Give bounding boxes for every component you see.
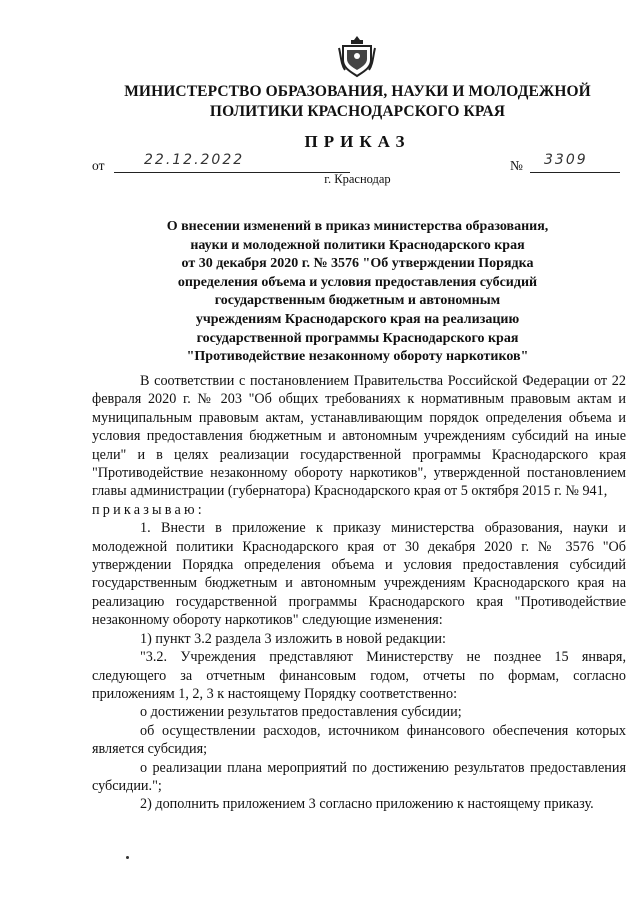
subitem-2-paragraph: 2) дополнить приложением 3 согласно приложению к настоящему приказу.: [140, 796, 594, 813]
krasnodar-coat-of-arms-icon: [337, 34, 377, 78]
scan-speck: [126, 856, 129, 859]
date-prefix: от: [92, 158, 105, 173]
ministry-line-1: МИНИСТЕРСТВО ОБРАЗОВАНИЯ, НАУКИ И МОЛОДЕЖНОЙ: [124, 83, 591, 100]
ministry-name: [110, 82, 605, 122]
subject-line: государственным бюджетным и автономным: [214, 293, 501, 309]
list-item: об осуществлении расходов, источником финансового обеспечения которых является субсидия;: [92, 722, 626, 758]
order-date: 22.12.2022: [144, 152, 245, 168]
item-1-paragraph: 1. Внести в приложение к приказу министерства образования, науки и молодежной политики Краснодарского края от 30 декабря 2020 г. № 3576 "Об утверждении Порядка определения объема и условия предоставления субсидий государственным бюджетным и автономным учреждениям Краснодарского края на реализацию государственной программы Краснодарского края "Противодействие незаконному обороту наркотиков" следующие изменения:: [92, 520, 626, 629]
command-word: приказываю:: [92, 501, 205, 518]
subject-line: О внесении изменений в приказ министерства образования,: [166, 219, 549, 234]
subject-line: "Противодействие незаконному обороту наркотиков": [186, 349, 529, 365]
subitem-1-paragraph: 1) пункт 3.2 раздела 3 изложить в новой редакции:: [140, 630, 446, 647]
subject-line: науки и молодежной политики Краснодарского края: [190, 237, 525, 253]
preamble-paragraph: В соответствии с постановлением Правительства Российской Федерации от 22 февраля 2020 г. № 203 "Об общих требованиях к нормативным правовым актам и муниципальным правовым актам, устанавливающим порядок определения объема и условия предоставления бюджетным и автономным учреждениям субсидий на иные цели" и в целях реализации государственной программы Краснодарского края "Противодействие незаконному обороту наркотиков", утвержденной постановлением главы администрации (губернатора) Краснодарского края от 5 октября 2015 г. № 941,: [92, 373, 626, 500]
order-number: 3309: [544, 152, 588, 168]
quoted-clause-paragraph: "3.2. Учреждения представляют Министерству не позднее 15 января, следующего за отчетным финансовым годом, отчеты по формам, согласно приложениям 1, 2, 3 к настоящему Порядку соответственно:: [92, 649, 626, 702]
subject-line: определения объема и условия предоставления субсидий: [177, 274, 538, 290]
number-prefix: №: [510, 158, 523, 173]
order-body: [92, 372, 626, 814]
subject-line: от 30 декабря 2020 г. № 3576 "Об утверждении Порядка: [181, 256, 534, 272]
city: г. Краснодар: [324, 172, 391, 186]
subject-line: государственной программы Краснодарского края: [196, 330, 519, 346]
subject-line: учреждениям Краснодарского края на реализацию: [195, 311, 520, 327]
order-title: ПРИКАЗ: [304, 132, 411, 151]
list-item: о достижении результатов предоставления субсидии;: [140, 704, 462, 721]
order-subject: [110, 218, 605, 367]
list-item: о реализации плана мероприятий по достижению результатов предоставления субсидии.";: [92, 759, 626, 794]
ministry-line-2: ПОЛИТИКИ КРАСНОДАРСКОГО КРАЯ: [209, 103, 506, 120]
